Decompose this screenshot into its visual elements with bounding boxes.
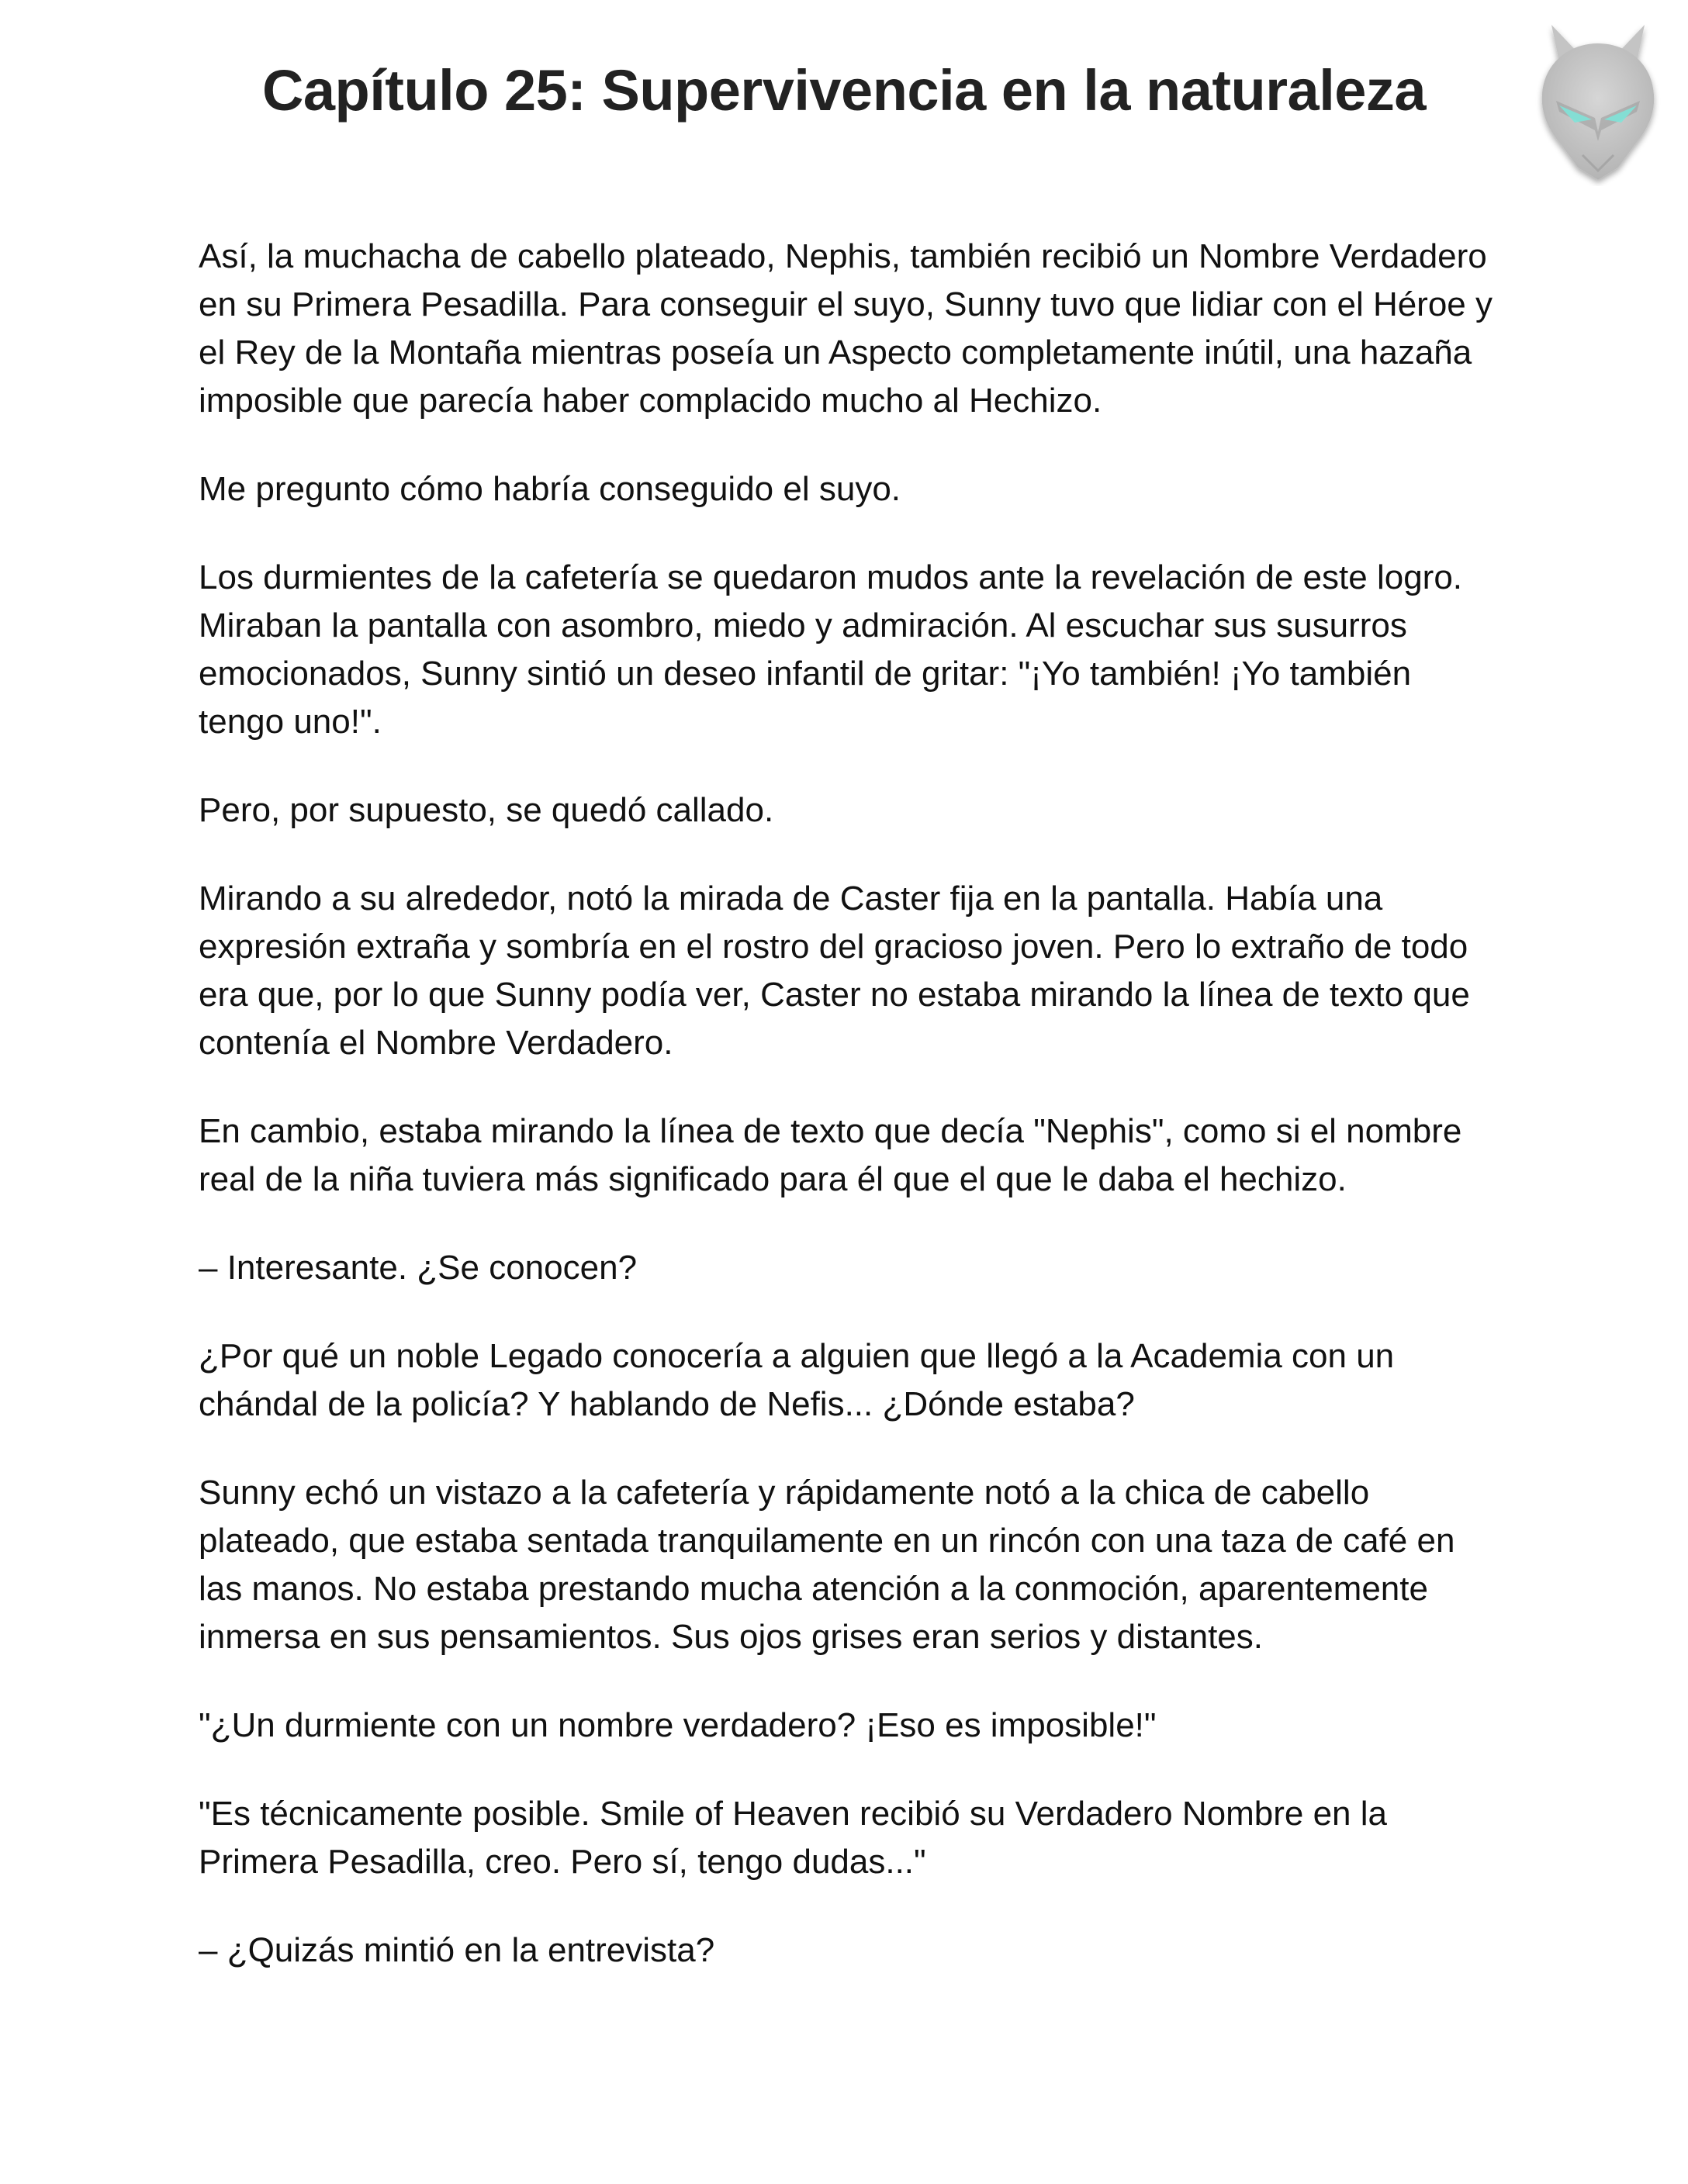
chapter-title: Capítulo 25: Supervivencia en la naturaleza [261,58,1427,123]
paragraph: "¿Un durmiente con un nombre verdadero? ¡Eso es imposible!" [199,1706,1157,1744]
paragraph: ¿Por qué un noble Legado conocería a alguien que llegó a la Academia con un chándal de la policía? Y hablando de Nefis... ¿Dónde estaba? [199,1337,1395,1423]
paragraph: Así, la muchacha de cabello plateado, Nephis, también recibió un Nombre Verdadero en su Primera Pesadilla. Para conseguir el suyo, Sunny tuvo que lidiar con el Héroe y el Rey de la Montaña mientras poseía un Aspecto completamente inútil, una hazaña imposible que parecía haber complacido mucho al Hechizo. [199,237,1493,420]
paragraph: Pero, por supuesto, se quedó callado. [199,791,774,829]
paragraph: En cambio, estaba mirando la línea de texto que decía "Nephis", como si el nombre real de la niña tuviera más significado para él que el que le daba el hechizo. [199,1112,1462,1198]
paragraph: Sunny echó un vistazo a la cafetería y rápidamente notó a la chica de cabello plateado, que estaba sentada tranquilamente en un rincón con una taza de café en las manos. No estaba prestando mucha atención a la conmoción, aparentemente inmersa en sus pensamientos. Sus ojos grises eran serios y distantes. [199,1474,1455,1656]
paragraph: – Interesante. ¿Se conocen? [199,1249,638,1287]
chapter-body [199,233,1502,2015]
paragraph: "Es técnicamente posible. Smile of Heaven recibió su Verdadero Nombre en la Primera Pesadilla, creo. Pero sí, tengo dudas..." [199,1795,1387,1881]
paragraph: Los durmientes de la cafetería se quedaron mudos ante la revelación de este logro. Miraban la pantalla con asombro, miedo y admiración. Al escuchar sus susurros emocionados, Sunny sintió un deseo infantil de gritar: "¡Yo también! ¡Yo también tengo uno!". [199,558,1463,741]
paragraph: – ¿Quizás mintió en la entrevista? [199,1931,715,1969]
paragraph: Mirando a su alrededor, notó la mirada de Caster fija en la pantalla. Había una expresión extraña y sombría en el rostro del gracioso joven. Pero lo extraño de todo era que, por lo que Sunny podía ver, Caster no estaba mirando la línea de texto que contenía el Nombre Verdadero. [199,879,1470,1062]
paragraph: Me pregunto cómo habría conseguido el suyo. [199,470,901,508]
demon-mask-icon [1520,16,1676,186]
